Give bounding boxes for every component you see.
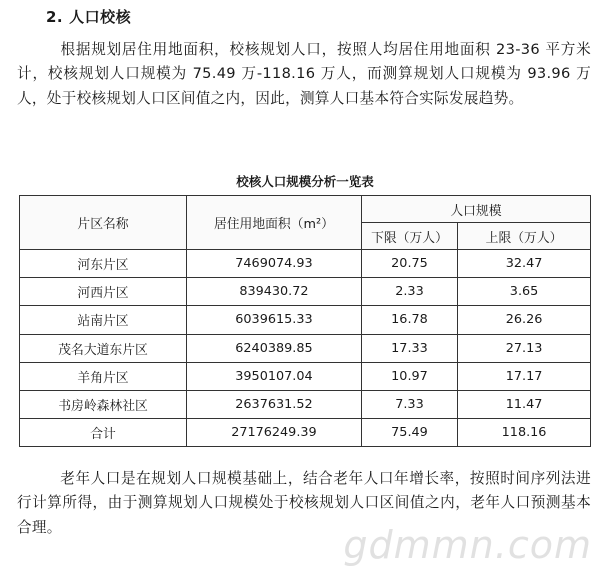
table-row [20,390,591,418]
table-title: 校核人口规模分析一览表 [236,174,374,189]
paragraph-population-check [17,38,591,111]
section-number: 2. [46,8,64,26]
section-title: 人口校核 [69,8,132,26]
table-row [20,334,591,362]
cell-district: 河西片区 [20,278,187,306]
section-heading [46,6,131,27]
table-row [20,306,591,334]
cell-upper: 11.47 [458,390,591,418]
header-population: 人口规模 [361,196,590,223]
cell-lower: 20.75 [361,250,457,278]
table-total-row [20,419,591,447]
cell-lower: 16.78 [361,306,457,334]
cell-lower: 17.33 [361,334,457,362]
population-check-table [19,195,591,447]
header-lower: 下限（万人） [361,223,457,250]
cell-upper: 32.47 [458,250,591,278]
cell-upper: 27.13 [458,334,591,362]
cell-area: 6240389.85 [187,334,362,362]
paragraph-text: 根据规划居住用地面积，校核规划人口，按照人均居住用地面积 23-36 平方米计，校核规划人口规模为 75.49 万-118.16 万人，而测算规划人口规模为 93.96 万人，处于校核规划人口区间值之内，因此，测算人口基本符合实际发展趋势。 [17,41,591,107]
cell-area: 27176249.39 [187,419,362,447]
site-watermark: gdmmn.com [343,523,592,567]
cell-upper: 26.26 [458,306,591,334]
cell-district: 书房岭森林社区 [20,390,187,418]
cell-area: 3950107.04 [187,362,362,390]
table-row [20,278,591,306]
cell-lower: 75.49 [361,419,457,447]
cell-area: 2637631.52 [187,390,362,418]
cell-lower: 7.33 [361,390,457,418]
cell-district: 羊角片区 [20,362,187,390]
header-area: 居住用地面积（m²） [187,196,362,250]
paragraph-text: 老年人口是在规划人口规模基础上，结合老年人口年增长率，按照时间序列法进行计算所得，由于测算规划人口规模处于校核规划人口区间值之内，老年人口预测基本合理。 [17,470,591,536]
table-row [20,362,591,390]
cell-area: 839430.72 [187,278,362,306]
cell-district: 河东片区 [20,250,187,278]
cell-district: 站南片区 [20,306,187,334]
cell-district: 合计 [20,419,187,447]
cell-upper: 3.65 [458,278,591,306]
cell-lower: 2.33 [361,278,457,306]
cell-lower: 10.97 [361,362,457,390]
header-upper: 上限（万人） [458,223,591,250]
cell-upper: 17.17 [458,362,591,390]
cell-area: 7469074.93 [187,250,362,278]
cell-district: 茂名大道东片区 [20,334,187,362]
cell-area: 6039615.33 [187,306,362,334]
cell-upper: 118.16 [458,419,591,447]
header-district: 片区名称 [20,196,187,250]
table-row [20,250,591,278]
